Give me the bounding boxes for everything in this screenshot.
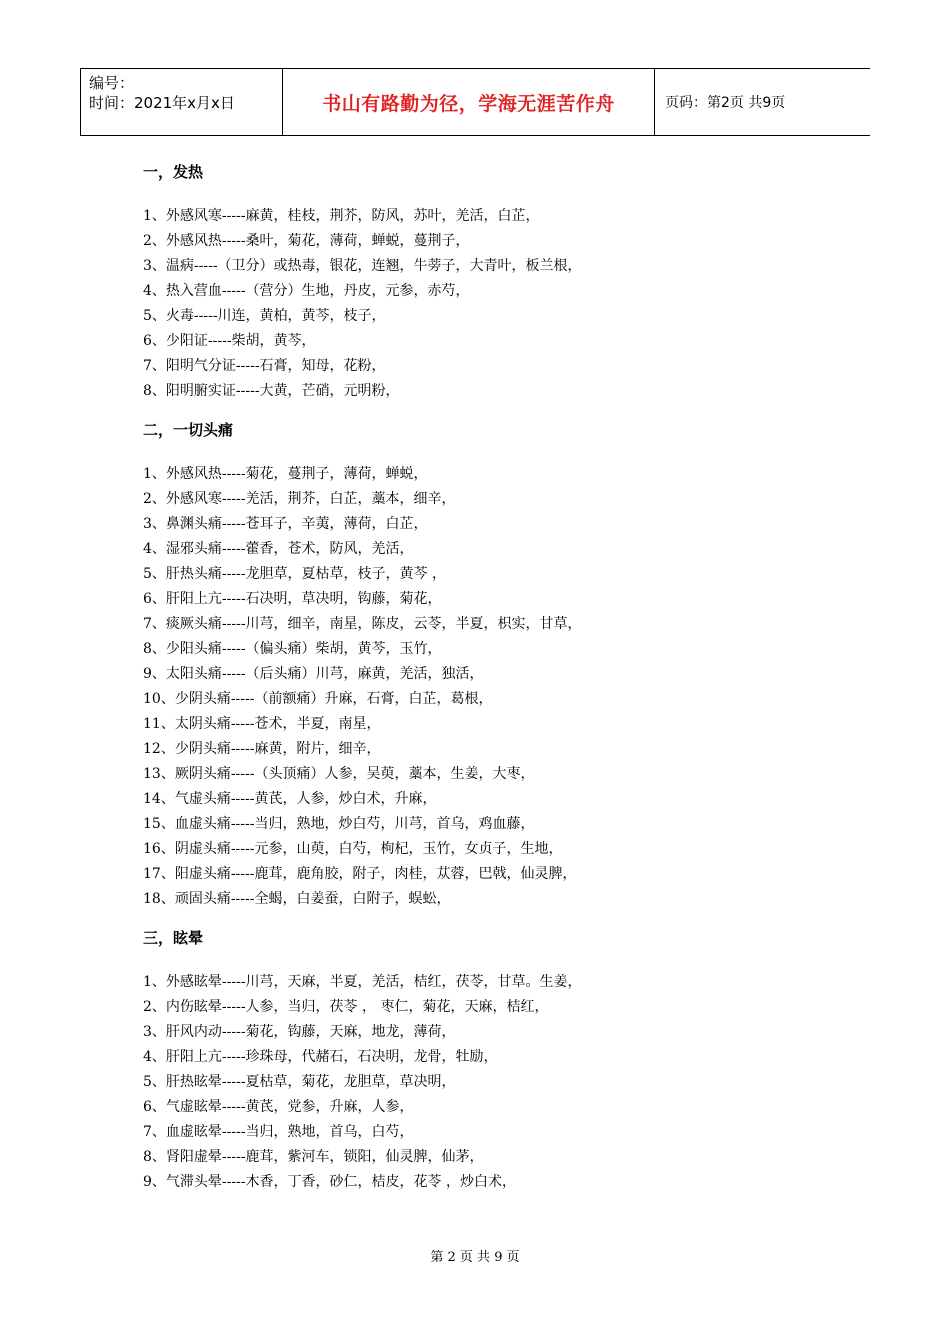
list-item: 7、痰厥头痛-----川芎，细辛，南星，陈皮，云苓，半夏，枳实，甘草， — [143, 616, 582, 632]
list-item: 17、阳虚头痛-----鹿茸，鹿角胶，附子，肉桂，苁蓉，巴戟，仙灵脾， — [143, 866, 577, 882]
list-item: 18、顽固头痛-----全蝎，白姜蚕，白附子，蜈蚣， — [143, 891, 451, 907]
list-item: 3、温病-----（卫分）或热毒，银花，连翘，牛蒡子，大青叶，板兰根， — [143, 258, 582, 274]
section-1 — [143, 160, 803, 404]
time-label: 时间：2021年x月x日 — [89, 94, 235, 112]
list-item: 13、厥阴头痛-----（头顶痛）人参，吴萸，藁本，生姜，大枣， — [143, 766, 535, 782]
number-label: 编号： — [89, 74, 135, 92]
section-title: 一，发热 — [143, 163, 204, 181]
document-body — [143, 160, 803, 1209]
list-item: 6、气虚眩晕-----黄芪，党参，升麻，人参， — [143, 1099, 414, 1115]
list-item: 3、肝风内动-----菊花，钩藤，天麻，地龙，薄荷， — [143, 1024, 456, 1040]
list-item: 3、鼻渊头痛-----苍耳子，辛荑，薄荷，白芷， — [143, 516, 428, 532]
header-meta — [80, 69, 283, 135]
list-item: 4、热入营血-----（营分）生地，丹皮，元参，赤芍， — [143, 283, 470, 299]
list-item: 7、阳明气分证-----石膏，知母，花粉， — [143, 358, 386, 374]
header-motto: 书山有路勤为径，学海无涯苦作舟 — [283, 69, 655, 135]
list-item: 10、少阴头痛-----（前额痛）升麻，石膏，白芷，葛根， — [143, 691, 493, 707]
list-item: 8、少阳头痛-----（偏头痛）柴胡，黄芩，玉竹， — [143, 641, 442, 657]
list-item: 2、外感风寒-----羌活，荆芥，白芷，藁本，细辛， — [143, 491, 456, 507]
list-item: 9、太阳头痛-----（后头痛）川芎，麻黄，羌活，独活， — [143, 666, 484, 682]
section-title: 二，一切头痛 — [143, 421, 234, 439]
section-title: 三，眩晕 — [143, 929, 204, 947]
section-3 — [143, 926, 803, 1195]
list-item: 1、外感风寒-----麻黄，桂枝，荆芥，防风，苏叶，羌活，白芷， — [143, 208, 540, 224]
list-item: 2、外感风热-----桑叶，菊花，薄荷，蝉蜕，蔓荆子， — [143, 233, 470, 249]
list-item: 5、肝热头痛-----龙胆草，夏枯草，枝子，黄芩 ， — [143, 566, 447, 582]
list-item: 2、内伤眩晕-----人参，当归，茯苓 ， 枣仁，菊花，天麻，桔红， — [143, 999, 549, 1015]
list-item: 8、肾阳虚晕-----鹿茸，紫河车，锁阳，仙灵脾，仙茅， — [143, 1149, 484, 1165]
list-item: 12、少阴头痛-----麻黄，附片，细辛， — [143, 741, 381, 757]
list-item: 4、湿邪头痛-----藿香，苍术，防风，羌活， — [143, 541, 414, 557]
list-item: 15、血虚头痛-----当归，熟地，炒白芍，川芎，首乌，鸡血藤， — [143, 816, 535, 832]
list-item: 6、肝阳上亢-----石决明，草决明，钩藤，菊花， — [143, 591, 442, 607]
section-2 — [143, 418, 803, 912]
list-item: 4、肝阳上亢-----珍珠母，代赭石，石决明，龙骨，牡励， — [143, 1049, 498, 1065]
header-page-label: 页码：第2页 共9页 — [665, 95, 786, 111]
list-item: 8、阳明腑实证-----大黄，芒硝，元明粉， — [143, 383, 400, 399]
list-item: 5、肝热眩晕-----夏枯草，菊花，龙胆草，草决明， — [143, 1074, 456, 1090]
page-header — [80, 68, 870, 136]
list-item: 14、气虚头痛-----黄芪，人参，炒白术，升麻， — [143, 791, 437, 807]
list-item: 9、气滞头晕-----木香，丁香，砂仁，桔皮，花苓 ，炒白术， — [143, 1174, 517, 1190]
list-item: 5、火毒-----川连，黄柏，黄芩，枝子， — [143, 308, 386, 324]
list-item: 11、太阴头痛-----苍术，半夏，南星， — [143, 716, 381, 732]
list-item: 7、血虚眩晕-----当归，熟地，首乌，白芍， — [143, 1124, 414, 1140]
list-item: 1、外感风热-----菊花，蔓荆子，薄荷，蝉蜕， — [143, 466, 428, 482]
list-item: 6、少阳证-----柴胡，黄芩， — [143, 333, 316, 349]
list-item: 16、阴虚头痛-----元参，山萸，白芍，枸杞，玉竹，女贞子，生地， — [143, 841, 563, 857]
page-footer: 第 2 页 共 9 页 — [430, 1250, 520, 1265]
list-item: 1、外感眩晕-----川芎，天麻，半夏，羌活，桔红，茯苓，甘草。生姜， — [143, 974, 582, 990]
